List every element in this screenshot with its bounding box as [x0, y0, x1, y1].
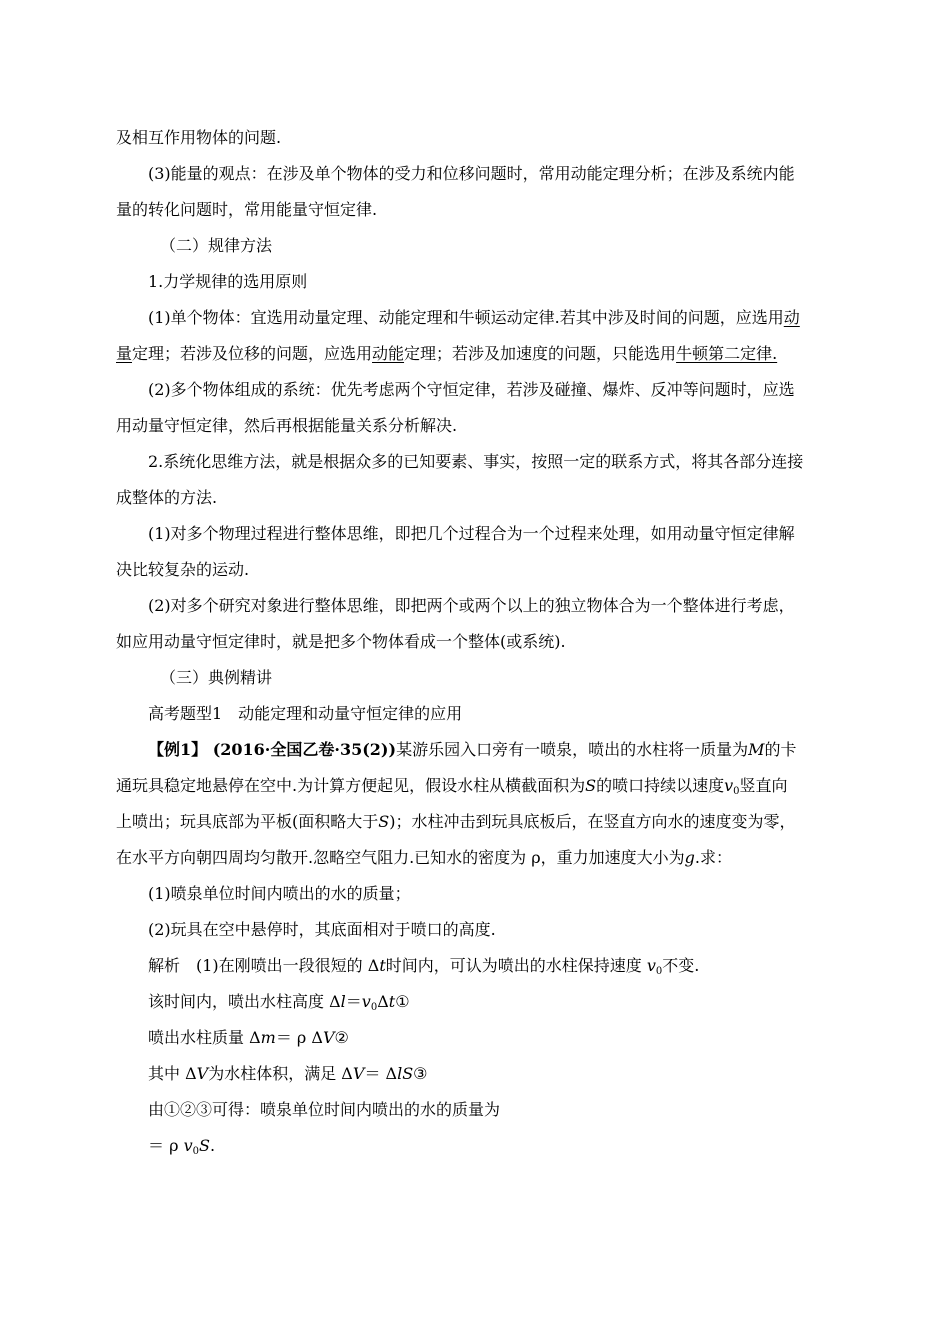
equation-line: 该时间内，喷出水柱高度 $\Delta l=v_0\Delta t①$ [148, 992, 410, 1013]
equation-line: 其中 ΔV为水柱体积，满足 ΔV＝ ΔlS③ [148, 1064, 428, 1083]
underlined-text: 量 [116, 344, 133, 363]
solution-line: 解析 (1)在刚喷出一段很短的 Δt时间内，可认为喷出的水柱保持速度 $v_0$不变. [148, 956, 700, 977]
text-line: (2)对多个研究对象进行整体思维，即把两个或两个以上的独立物体合为一个整体进行考虑， [148, 596, 795, 615]
subheading: 1.力学规律的选用原则 [148, 272, 308, 291]
text-line: 决比较复杂的运动. [116, 560, 250, 579]
equation-line: 喷出水柱质量 Δm＝ ρ ΔV② [148, 1028, 349, 1047]
text-line: (1)喷泉单位时间内喷出的水的质量； [148, 884, 411, 903]
text-line: 及相互作用物体的问题. [116, 128, 282, 147]
section-heading: （二）规律方法 [160, 236, 273, 255]
example-label: 【例1】 (2016·全国乙卷·35(2)) [148, 740, 397, 759]
underlined-text: 牛顿第二定律. [676, 344, 778, 363]
text-line: (3)能量的观点：在涉及单个物体的受力和位移问题时，常用动能定理分析；在涉及系统内能 [148, 164, 795, 183]
text-line: 在水平方向朝四周均匀散开.忽略空气阻力.已知水的密度为 ρ，重力加速度大小为g.求： [116, 848, 733, 867]
underlined-text: 动能 [372, 344, 405, 363]
text-line: (1)单个物体：宜选用动量定理、动能定理和牛顿运动定律.若其中涉及时间的问题，应选用动 [148, 308, 800, 327]
equation-line: ＝ ρ $v_0S$. [148, 1136, 216, 1157]
underlined-text: 动 [783, 308, 800, 327]
section-heading: （三）典例精讲 [160, 668, 273, 687]
text-line: 成整体的方法. [116, 488, 218, 507]
text-line: 如应用动量守恒定律时，就是把多个物体看成一个整体(或系统). [116, 632, 566, 651]
text-line: 上喷出；玩具底部为平板(面积略大于S)；水柱冲击到玩具底板后，在竖直方向水的速度变为零， [116, 812, 796, 831]
text-line: 量定理；若涉及位移的问题，应选用动能定理；若涉及加速度的问题，只能选用牛顿第二定律. [116, 344, 778, 363]
text-line: (2)玩具在空中悬停时，其底面相对于喷口的高度. [148, 920, 496, 939]
example-line: 【例1】 (2016·全国乙卷·35(2))某游乐园入口旁有一喷泉，喷出的水柱将一质量为M的卡 [148, 740, 797, 759]
subheading: 高考题型1 动能定理和动量守恒定律的应用 [148, 704, 463, 723]
text-line: 用动量守恒定律，然后再根据能量关系分析解决. [116, 416, 458, 435]
text-line: 2.系统化思维方法，就是根据众多的已知要素、事实，按照一定的联系方式，将其各部分连接 [148, 452, 804, 471]
text-line: (1)对多个物理过程进行整体思维，即把几个过程合为一个过程来处理，如用动量守恒定律解 [148, 524, 795, 543]
text-line: (2)多个物体组成的系统：优先考虑两个守恒定律，若涉及碰撞、爆炸、反冲等问题时，应选 [148, 380, 795, 399]
text-line: 由①②③可得：喷泉单位时间内喷出的水的质量为 [148, 1100, 501, 1119]
text-line: 量的转化问题时，常用能量守恒定律. [116, 200, 378, 219]
text-line: 通玩具稳定地悬停在空中.为计算方便起见，假设水柱从横截面积为S的喷口持续以速度$v_0$竖直向 [116, 776, 788, 797]
